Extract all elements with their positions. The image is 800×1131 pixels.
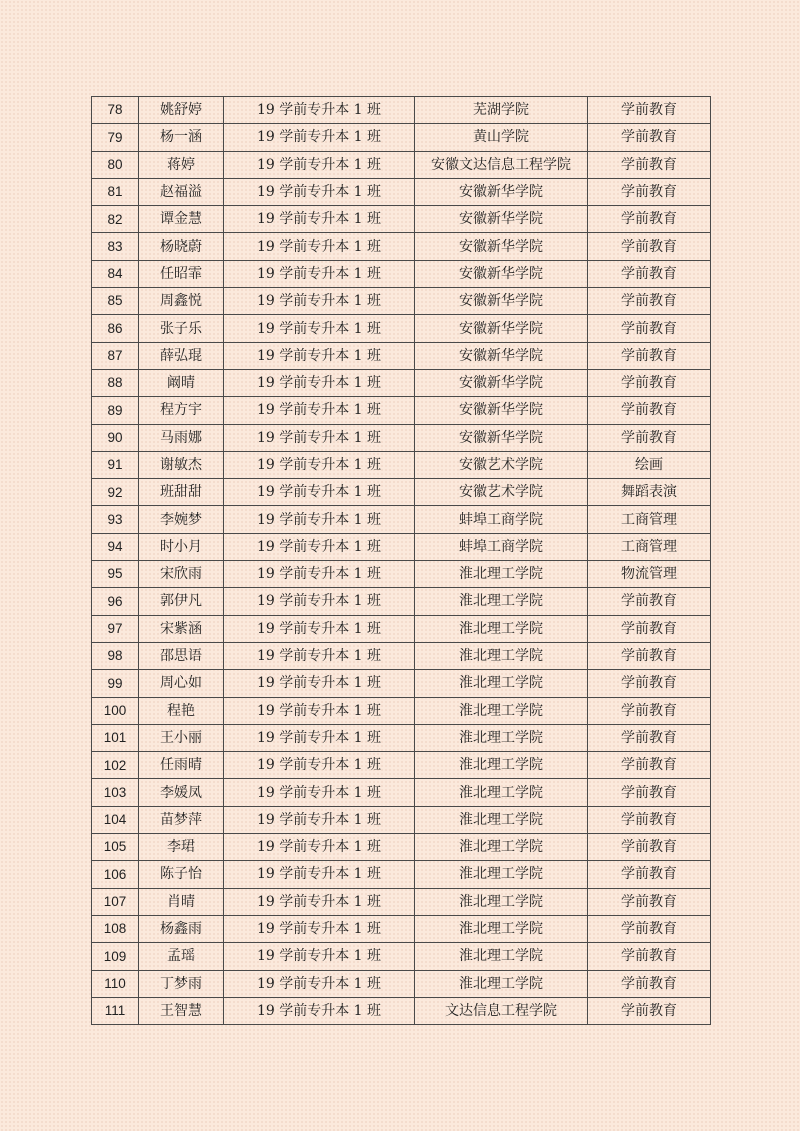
graduate-school: 淮北理工学院 <box>415 752 588 779</box>
row-number: 79 <box>92 124 139 151</box>
table-row <box>92 479 711 506</box>
roster-body <box>92 97 711 1025</box>
student-name: 李婉梦 <box>139 506 224 533</box>
row-number: 78 <box>92 97 139 124</box>
table-row <box>92 533 711 560</box>
major-name: 学前教育 <box>588 997 711 1024</box>
graduate-school: 安徽艺术学院 <box>415 479 588 506</box>
student-name: 周心如 <box>139 670 224 697</box>
class-name: 19 学前专升本 1 班 <box>224 970 415 997</box>
student-name: 时小月 <box>139 533 224 560</box>
graduate-school: 安徽新华学院 <box>415 342 588 369</box>
graduate-school: 安徽新华学院 <box>415 369 588 396</box>
table-row <box>92 233 711 260</box>
major-name: 学前教育 <box>588 943 711 970</box>
major-name: 学前教育 <box>588 233 711 260</box>
major-name: 学前教育 <box>588 861 711 888</box>
row-number: 96 <box>92 588 139 615</box>
major-name: 学前教育 <box>588 424 711 451</box>
major-name: 学前教育 <box>588 260 711 287</box>
row-number: 82 <box>92 206 139 233</box>
class-name: 19 学前专升本 1 班 <box>224 752 415 779</box>
class-name: 19 学前专升本 1 班 <box>224 288 415 315</box>
table-row <box>92 642 711 669</box>
class-name: 19 学前专升本 1 班 <box>224 888 415 915</box>
class-name: 19 学前专升本 1 班 <box>224 997 415 1024</box>
major-name: 学前教育 <box>588 124 711 151</box>
row-number: 107 <box>92 888 139 915</box>
class-name: 19 学前专升本 1 班 <box>224 806 415 833</box>
class-name: 19 学前专升本 1 班 <box>224 615 415 642</box>
table-row <box>92 206 711 233</box>
major-name: 学前教育 <box>588 724 711 751</box>
row-number: 98 <box>92 642 139 669</box>
graduate-school: 淮北理工学院 <box>415 615 588 642</box>
class-name: 19 学前专升本 1 班 <box>224 369 415 396</box>
row-number: 94 <box>92 533 139 560</box>
major-name: 学前教育 <box>588 206 711 233</box>
table-row <box>92 124 711 151</box>
graduate-school: 蚌埠工商学院 <box>415 506 588 533</box>
graduate-school: 安徽文达信息工程学院 <box>415 151 588 178</box>
row-number: 89 <box>92 397 139 424</box>
table-row <box>92 943 711 970</box>
class-name: 19 学前专升本 1 班 <box>224 779 415 806</box>
student-name: 姚舒婷 <box>139 97 224 124</box>
major-name: 学前教育 <box>588 752 711 779</box>
class-name: 19 学前专升本 1 班 <box>224 697 415 724</box>
table-row <box>92 451 711 478</box>
row-number: 88 <box>92 369 139 396</box>
table-row <box>92 561 711 588</box>
class-name: 19 学前专升本 1 班 <box>224 178 415 205</box>
student-name: 杨晓蔚 <box>139 233 224 260</box>
graduate-school: 淮北理工学院 <box>415 642 588 669</box>
table-row <box>92 806 711 833</box>
major-name: 学前教育 <box>588 670 711 697</box>
table-row <box>92 888 711 915</box>
graduate-school: 淮北理工学院 <box>415 834 588 861</box>
student-name: 任昭霏 <box>139 260 224 287</box>
graduate-school: 安徽新华学院 <box>415 315 588 342</box>
class-name: 19 学前专升本 1 班 <box>224 124 415 151</box>
student-name: 郭伊凡 <box>139 588 224 615</box>
class-name: 19 学前专升本 1 班 <box>224 506 415 533</box>
major-name: 学前教育 <box>588 97 711 124</box>
row-number: 85 <box>92 288 139 315</box>
student-name: 阚晴 <box>139 369 224 396</box>
major-name: 学前教育 <box>588 342 711 369</box>
table-row <box>92 260 711 287</box>
major-name: 学前教育 <box>588 834 711 861</box>
table-row <box>92 506 711 533</box>
major-name: 工商管理 <box>588 533 711 560</box>
major-name: 学前教育 <box>588 369 711 396</box>
class-name: 19 学前专升本 1 班 <box>224 424 415 451</box>
major-name: 学前教育 <box>588 642 711 669</box>
table-row <box>92 997 711 1024</box>
row-number: 92 <box>92 479 139 506</box>
student-name: 肖晴 <box>139 888 224 915</box>
table-row <box>92 315 711 342</box>
row-number: 95 <box>92 561 139 588</box>
row-number: 87 <box>92 342 139 369</box>
student-name: 苗梦萍 <box>139 806 224 833</box>
major-name: 学前教育 <box>588 615 711 642</box>
table-row <box>92 588 711 615</box>
graduate-school: 安徽新华学院 <box>415 397 588 424</box>
row-number: 109 <box>92 943 139 970</box>
row-number: 100 <box>92 697 139 724</box>
major-name: 学前教育 <box>588 397 711 424</box>
student-name: 张子乐 <box>139 315 224 342</box>
graduate-school: 安徽新华学院 <box>415 424 588 451</box>
student-name: 李珺 <box>139 834 224 861</box>
graduate-school: 淮北理工学院 <box>415 806 588 833</box>
major-name: 舞蹈表演 <box>588 479 711 506</box>
student-name: 程艳 <box>139 697 224 724</box>
major-name: 学前教育 <box>588 178 711 205</box>
student-name: 宋欣雨 <box>139 561 224 588</box>
table-row <box>92 397 711 424</box>
class-name: 19 学前专升本 1 班 <box>224 342 415 369</box>
student-name: 邵思语 <box>139 642 224 669</box>
graduate-school: 淮北理工学院 <box>415 697 588 724</box>
student-name: 周鑫悦 <box>139 288 224 315</box>
class-name: 19 学前专升本 1 班 <box>224 315 415 342</box>
row-number: 86 <box>92 315 139 342</box>
graduate-school: 安徽新华学院 <box>415 233 588 260</box>
row-number: 111 <box>92 997 139 1024</box>
student-name: 王智慧 <box>139 997 224 1024</box>
row-number: 103 <box>92 779 139 806</box>
class-name: 19 学前专升本 1 班 <box>224 533 415 560</box>
table-row <box>92 752 711 779</box>
class-name: 19 学前专升本 1 班 <box>224 915 415 942</box>
student-name: 宋紫涵 <box>139 615 224 642</box>
class-name: 19 学前专升本 1 班 <box>224 834 415 861</box>
row-number: 99 <box>92 670 139 697</box>
class-name: 19 学前专升本 1 班 <box>224 260 415 287</box>
student-name: 杨鑫雨 <box>139 915 224 942</box>
student-name: 王小丽 <box>139 724 224 751</box>
graduate-school: 安徽新华学院 <box>415 288 588 315</box>
major-name: 学前教育 <box>588 697 711 724</box>
major-name: 学前教育 <box>588 915 711 942</box>
row-number: 102 <box>92 752 139 779</box>
table-row <box>92 915 711 942</box>
table-row <box>92 861 711 888</box>
graduate-school: 安徽新华学院 <box>415 178 588 205</box>
row-number: 101 <box>92 724 139 751</box>
major-name: 学前教育 <box>588 779 711 806</box>
graduate-school: 淮北理工学院 <box>415 724 588 751</box>
row-number: 108 <box>92 915 139 942</box>
graduate-school: 淮北理工学院 <box>415 670 588 697</box>
student-name: 谭金慧 <box>139 206 224 233</box>
table-row <box>92 615 711 642</box>
student-name: 赵福溢 <box>139 178 224 205</box>
major-name: 工商管理 <box>588 506 711 533</box>
row-number: 83 <box>92 233 139 260</box>
graduate-school: 淮北理工学院 <box>415 779 588 806</box>
class-name: 19 学前专升本 1 班 <box>224 233 415 260</box>
class-name: 19 学前专升本 1 班 <box>224 97 415 124</box>
table-row <box>92 424 711 451</box>
row-number: 104 <box>92 806 139 833</box>
row-number: 93 <box>92 506 139 533</box>
class-name: 19 学前专升本 1 班 <box>224 397 415 424</box>
major-name: 学前教育 <box>588 970 711 997</box>
graduate-school: 安徽新华学院 <box>415 206 588 233</box>
class-name: 19 学前专升本 1 班 <box>224 670 415 697</box>
table-row <box>92 670 711 697</box>
student-name: 班甜甜 <box>139 479 224 506</box>
major-name: 学前教育 <box>588 288 711 315</box>
class-name: 19 学前专升本 1 班 <box>224 151 415 178</box>
class-name: 19 学前专升本 1 班 <box>224 479 415 506</box>
class-name: 19 学前专升本 1 班 <box>224 724 415 751</box>
table-row <box>92 151 711 178</box>
major-name: 学前教育 <box>588 151 711 178</box>
table-row <box>92 97 711 124</box>
student-name: 杨一涵 <box>139 124 224 151</box>
table-row <box>92 724 711 751</box>
table-row <box>92 288 711 315</box>
student-name: 任雨晴 <box>139 752 224 779</box>
class-name: 19 学前专升本 1 班 <box>224 943 415 970</box>
graduate-school: 淮北理工学院 <box>415 588 588 615</box>
table-row <box>92 697 711 724</box>
graduate-school: 黄山学院 <box>415 124 588 151</box>
table-row <box>92 779 711 806</box>
student-name: 陈子怡 <box>139 861 224 888</box>
student-name: 谢敏杰 <box>139 451 224 478</box>
table-row <box>92 369 711 396</box>
student-name: 丁梦雨 <box>139 970 224 997</box>
graduate-school: 淮北理工学院 <box>415 943 588 970</box>
class-name: 19 学前专升本 1 班 <box>224 451 415 478</box>
class-name: 19 学前专升本 1 班 <box>224 561 415 588</box>
row-number: 106 <box>92 861 139 888</box>
row-number: 84 <box>92 260 139 287</box>
row-number: 97 <box>92 615 139 642</box>
row-number: 81 <box>92 178 139 205</box>
major-name: 学前教育 <box>588 315 711 342</box>
major-name: 学前教育 <box>588 888 711 915</box>
major-name: 绘画 <box>588 451 711 478</box>
student-name: 孟瑶 <box>139 943 224 970</box>
student-roster-table <box>91 96 711 1025</box>
table-row <box>92 970 711 997</box>
major-name: 物流管理 <box>588 561 711 588</box>
class-name: 19 学前专升本 1 班 <box>224 206 415 233</box>
graduate-school: 安徽新华学院 <box>415 260 588 287</box>
table-row <box>92 834 711 861</box>
graduate-school: 淮北理工学院 <box>415 561 588 588</box>
major-name: 学前教育 <box>588 806 711 833</box>
student-name: 薛弘琨 <box>139 342 224 369</box>
student-name: 马雨娜 <box>139 424 224 451</box>
graduate-school: 淮北理工学院 <box>415 915 588 942</box>
class-name: 19 学前专升本 1 班 <box>224 861 415 888</box>
major-name: 学前教育 <box>588 588 711 615</box>
row-number: 90 <box>92 424 139 451</box>
class-name: 19 学前专升本 1 班 <box>224 588 415 615</box>
row-number: 91 <box>92 451 139 478</box>
student-name: 李媛凤 <box>139 779 224 806</box>
graduate-school: 芜湖学院 <box>415 97 588 124</box>
table-row <box>92 178 711 205</box>
row-number: 105 <box>92 834 139 861</box>
student-name: 蒋婷 <box>139 151 224 178</box>
student-name: 程方宇 <box>139 397 224 424</box>
row-number: 110 <box>92 970 139 997</box>
graduate-school: 淮北理工学院 <box>415 861 588 888</box>
row-number: 80 <box>92 151 139 178</box>
graduate-school: 蚌埠工商学院 <box>415 533 588 560</box>
class-name: 19 学前专升本 1 班 <box>224 642 415 669</box>
graduate-school: 淮北理工学院 <box>415 970 588 997</box>
graduate-school: 文达信息工程学院 <box>415 997 588 1024</box>
table-row <box>92 342 711 369</box>
graduate-school: 淮北理工学院 <box>415 888 588 915</box>
graduate-school: 安徽艺术学院 <box>415 451 588 478</box>
